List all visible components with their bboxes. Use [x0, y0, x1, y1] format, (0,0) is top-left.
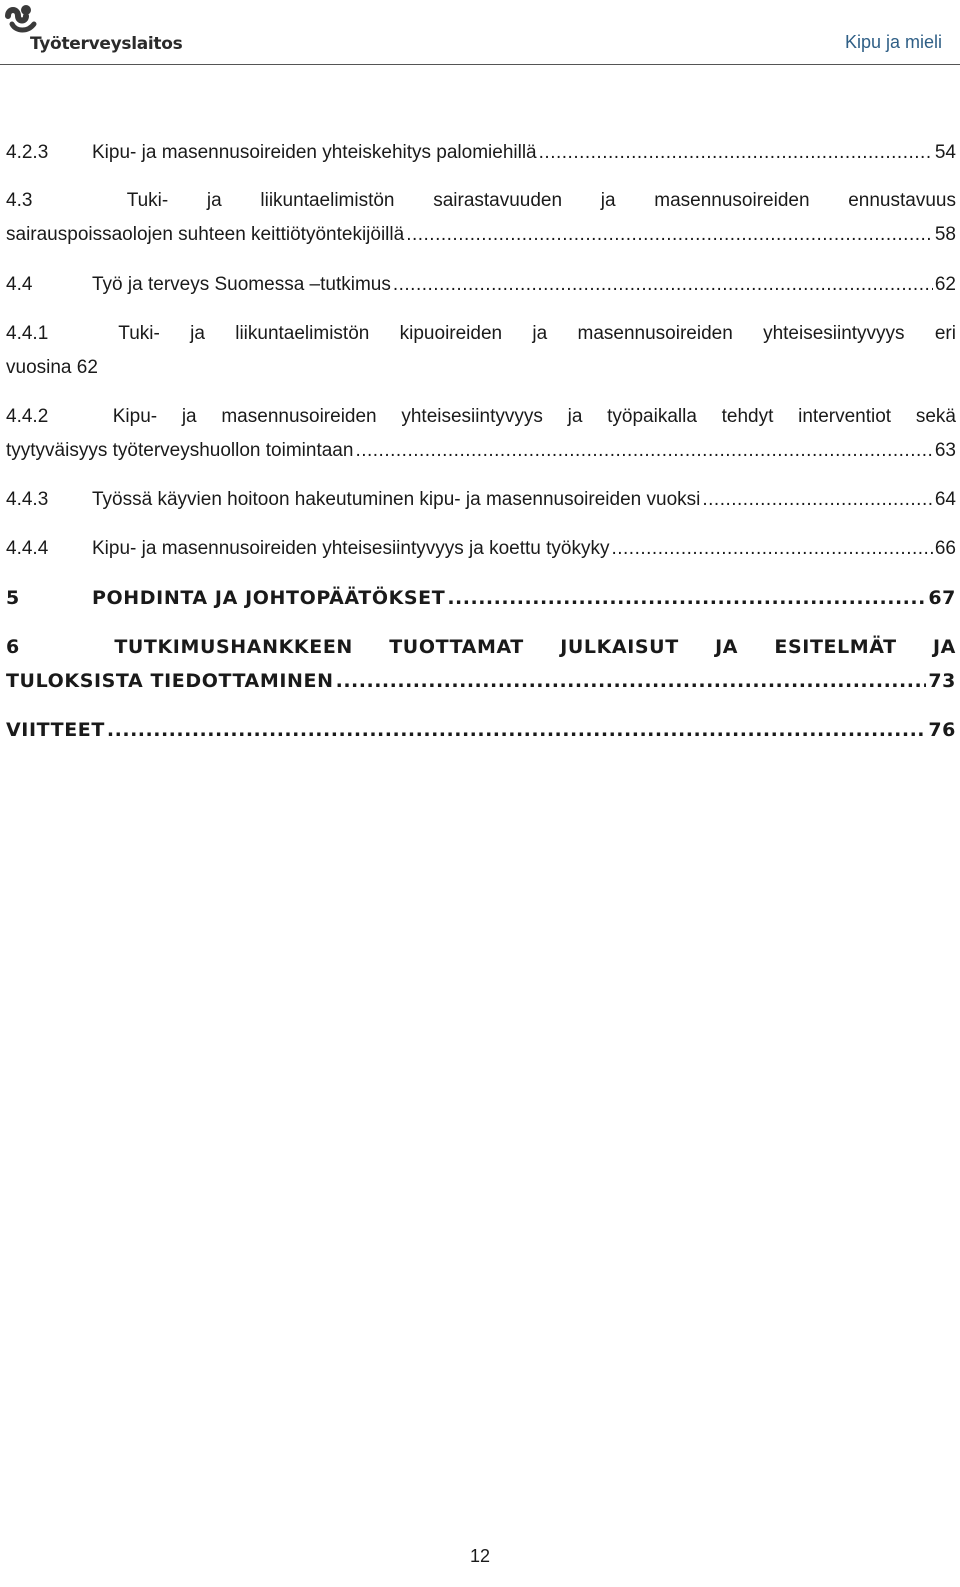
toc-word: yhteisesiintyvyys: [763, 323, 905, 344]
toc-word: kipuoireiden: [399, 323, 503, 344]
toc-word: työpaikalla: [607, 406, 697, 427]
toc-leader-dots: [539, 136, 933, 170]
toc-word: sairastavuuden: [433, 190, 563, 211]
toc-word: ja: [567, 406, 583, 427]
toc-number: 6: [6, 636, 20, 658]
toc-title: Työ ja terveys Suomessa –tutkimus: [92, 274, 391, 295]
toc-word: Tuki-: [118, 323, 160, 344]
toc-entry-4-3[interactable]: [6, 184, 956, 252]
toc-title-line-2: sairauspoissaolojen suhteen keittiötyöntekijöillä: [6, 224, 405, 245]
toc-number: 4.4.1: [6, 323, 49, 344]
toc-page: 64: [934, 489, 956, 510]
toc-page: 66: [934, 538, 956, 559]
toc-title: POHDINTA JA JOHTOPÄÄTÖKSET: [92, 587, 446, 609]
toc-entry-4-4-1[interactable]: [6, 317, 956, 385]
toc-title-line-1: [6, 317, 956, 351]
toc-word: interventiot: [798, 406, 892, 427]
toc-word: Kipu-: [112, 406, 158, 427]
toc-leader-dots: [107, 713, 926, 747]
toc-page: 58: [934, 224, 956, 245]
toc-leader-dots: [611, 532, 932, 566]
toc-word: eri: [934, 323, 956, 344]
toc-leader-dots: [406, 218, 933, 252]
toc-number: 4.3: [6, 190, 33, 211]
toc-page: 54: [934, 142, 956, 163]
toc-word: ja: [532, 323, 548, 344]
toc-title: VIITTEET: [6, 719, 105, 741]
toc-word: masennusoireiden: [654, 190, 810, 211]
toc-leader-dots: [702, 483, 933, 517]
document-title: Kipu ja mieli: [844, 32, 942, 52]
toc-number: 4.4.3: [6, 489, 49, 510]
toc-entry-5[interactable]: [6, 581, 956, 615]
toc-word: JA: [715, 636, 739, 658]
toc-entry-4-4-3[interactable]: [6, 483, 956, 517]
toc-word: ja: [600, 190, 616, 211]
toc-word: ja: [206, 190, 222, 211]
toc-entry-6[interactable]: [6, 630, 956, 698]
toc-leader-dots: [355, 434, 932, 468]
header-divider: [0, 64, 960, 65]
toc-title-line-1: [6, 400, 956, 434]
page-header: [0, 0, 960, 66]
toc-title-line-1: [6, 630, 956, 664]
toc-number: 4.4: [6, 274, 33, 295]
toc-title: Kipu- ja masennusoireiden yhteiskehitys palomiehillä: [92, 142, 537, 163]
toc-word: yhteisesiintyvyys: [401, 406, 543, 427]
toc-number: 4.4.4: [6, 538, 49, 559]
toc-entry-4-4-2[interactable]: [6, 400, 956, 468]
toc-word: ja: [181, 406, 197, 427]
toc-leader-dots: [393, 268, 933, 302]
toc-number: 5: [6, 587, 20, 609]
toc-title-line-1: [6, 184, 956, 218]
toc-word: TUTKIMUSHANKKEEN: [114, 636, 353, 658]
logo-mark-icon: [2, 2, 42, 38]
toc-word: tehdyt: [721, 406, 774, 427]
toc-title-line-2: vuosina 62: [6, 357, 98, 378]
toc-page: 73: [928, 670, 956, 692]
toc-word: liikuntaelimistön: [260, 190, 395, 211]
toc-word: masennusoireiden: [221, 406, 377, 427]
toc-page: 76: [928, 719, 956, 741]
toc-title-line-2: TULOKSISTA TIEDOTTAMINEN: [6, 670, 334, 692]
toc-title-line-2: tyytyväisyys työterveyshuollon toimintaan: [6, 440, 354, 461]
toc-title: Kipu- ja masennusoireiden yhteisesiintyvyys ja koettu työkyky: [92, 538, 610, 559]
toc-word: ESITELMÄT: [774, 636, 897, 658]
toc-number: 4.2.3: [6, 142, 49, 163]
toc-page: 63: [934, 440, 956, 461]
tyoterveyslaitos-logo: [2, 2, 183, 62]
toc-leader-dots: [336, 664, 927, 698]
toc-word: JA: [933, 636, 956, 658]
toc-entry-viitteet[interactable]: [6, 713, 956, 747]
toc-page: 62: [934, 274, 956, 295]
toc-word: TUOTTAMAT: [389, 636, 524, 658]
toc-entry-4-4-4[interactable]: [6, 532, 956, 566]
toc-title: Työssä käyvien hoitoon hakeutuminen kipu- ja masennusoireiden vuoksi: [92, 489, 701, 510]
page-number: 12: [469, 1546, 491, 1566]
toc-leader-dots: [447, 581, 926, 615]
toc-word: masennusoireiden: [577, 323, 733, 344]
toc-page: 67: [928, 587, 956, 609]
toc-word: liikuntaelimistön: [235, 323, 370, 344]
toc-word: sekä: [915, 406, 956, 427]
toc-number: 4.4.2: [6, 406, 49, 427]
logo-text: Työterveyslaitos: [30, 34, 183, 54]
toc-entry-4-2-3[interactable]: [6, 136, 956, 170]
toc-word: JULKAISUT: [560, 636, 679, 658]
toc-word: Tuki-: [126, 190, 169, 211]
toc-word: ennustavuus: [848, 190, 956, 211]
toc-entry-4-4[interactable]: [6, 268, 956, 302]
toc-word: ja: [190, 323, 205, 344]
